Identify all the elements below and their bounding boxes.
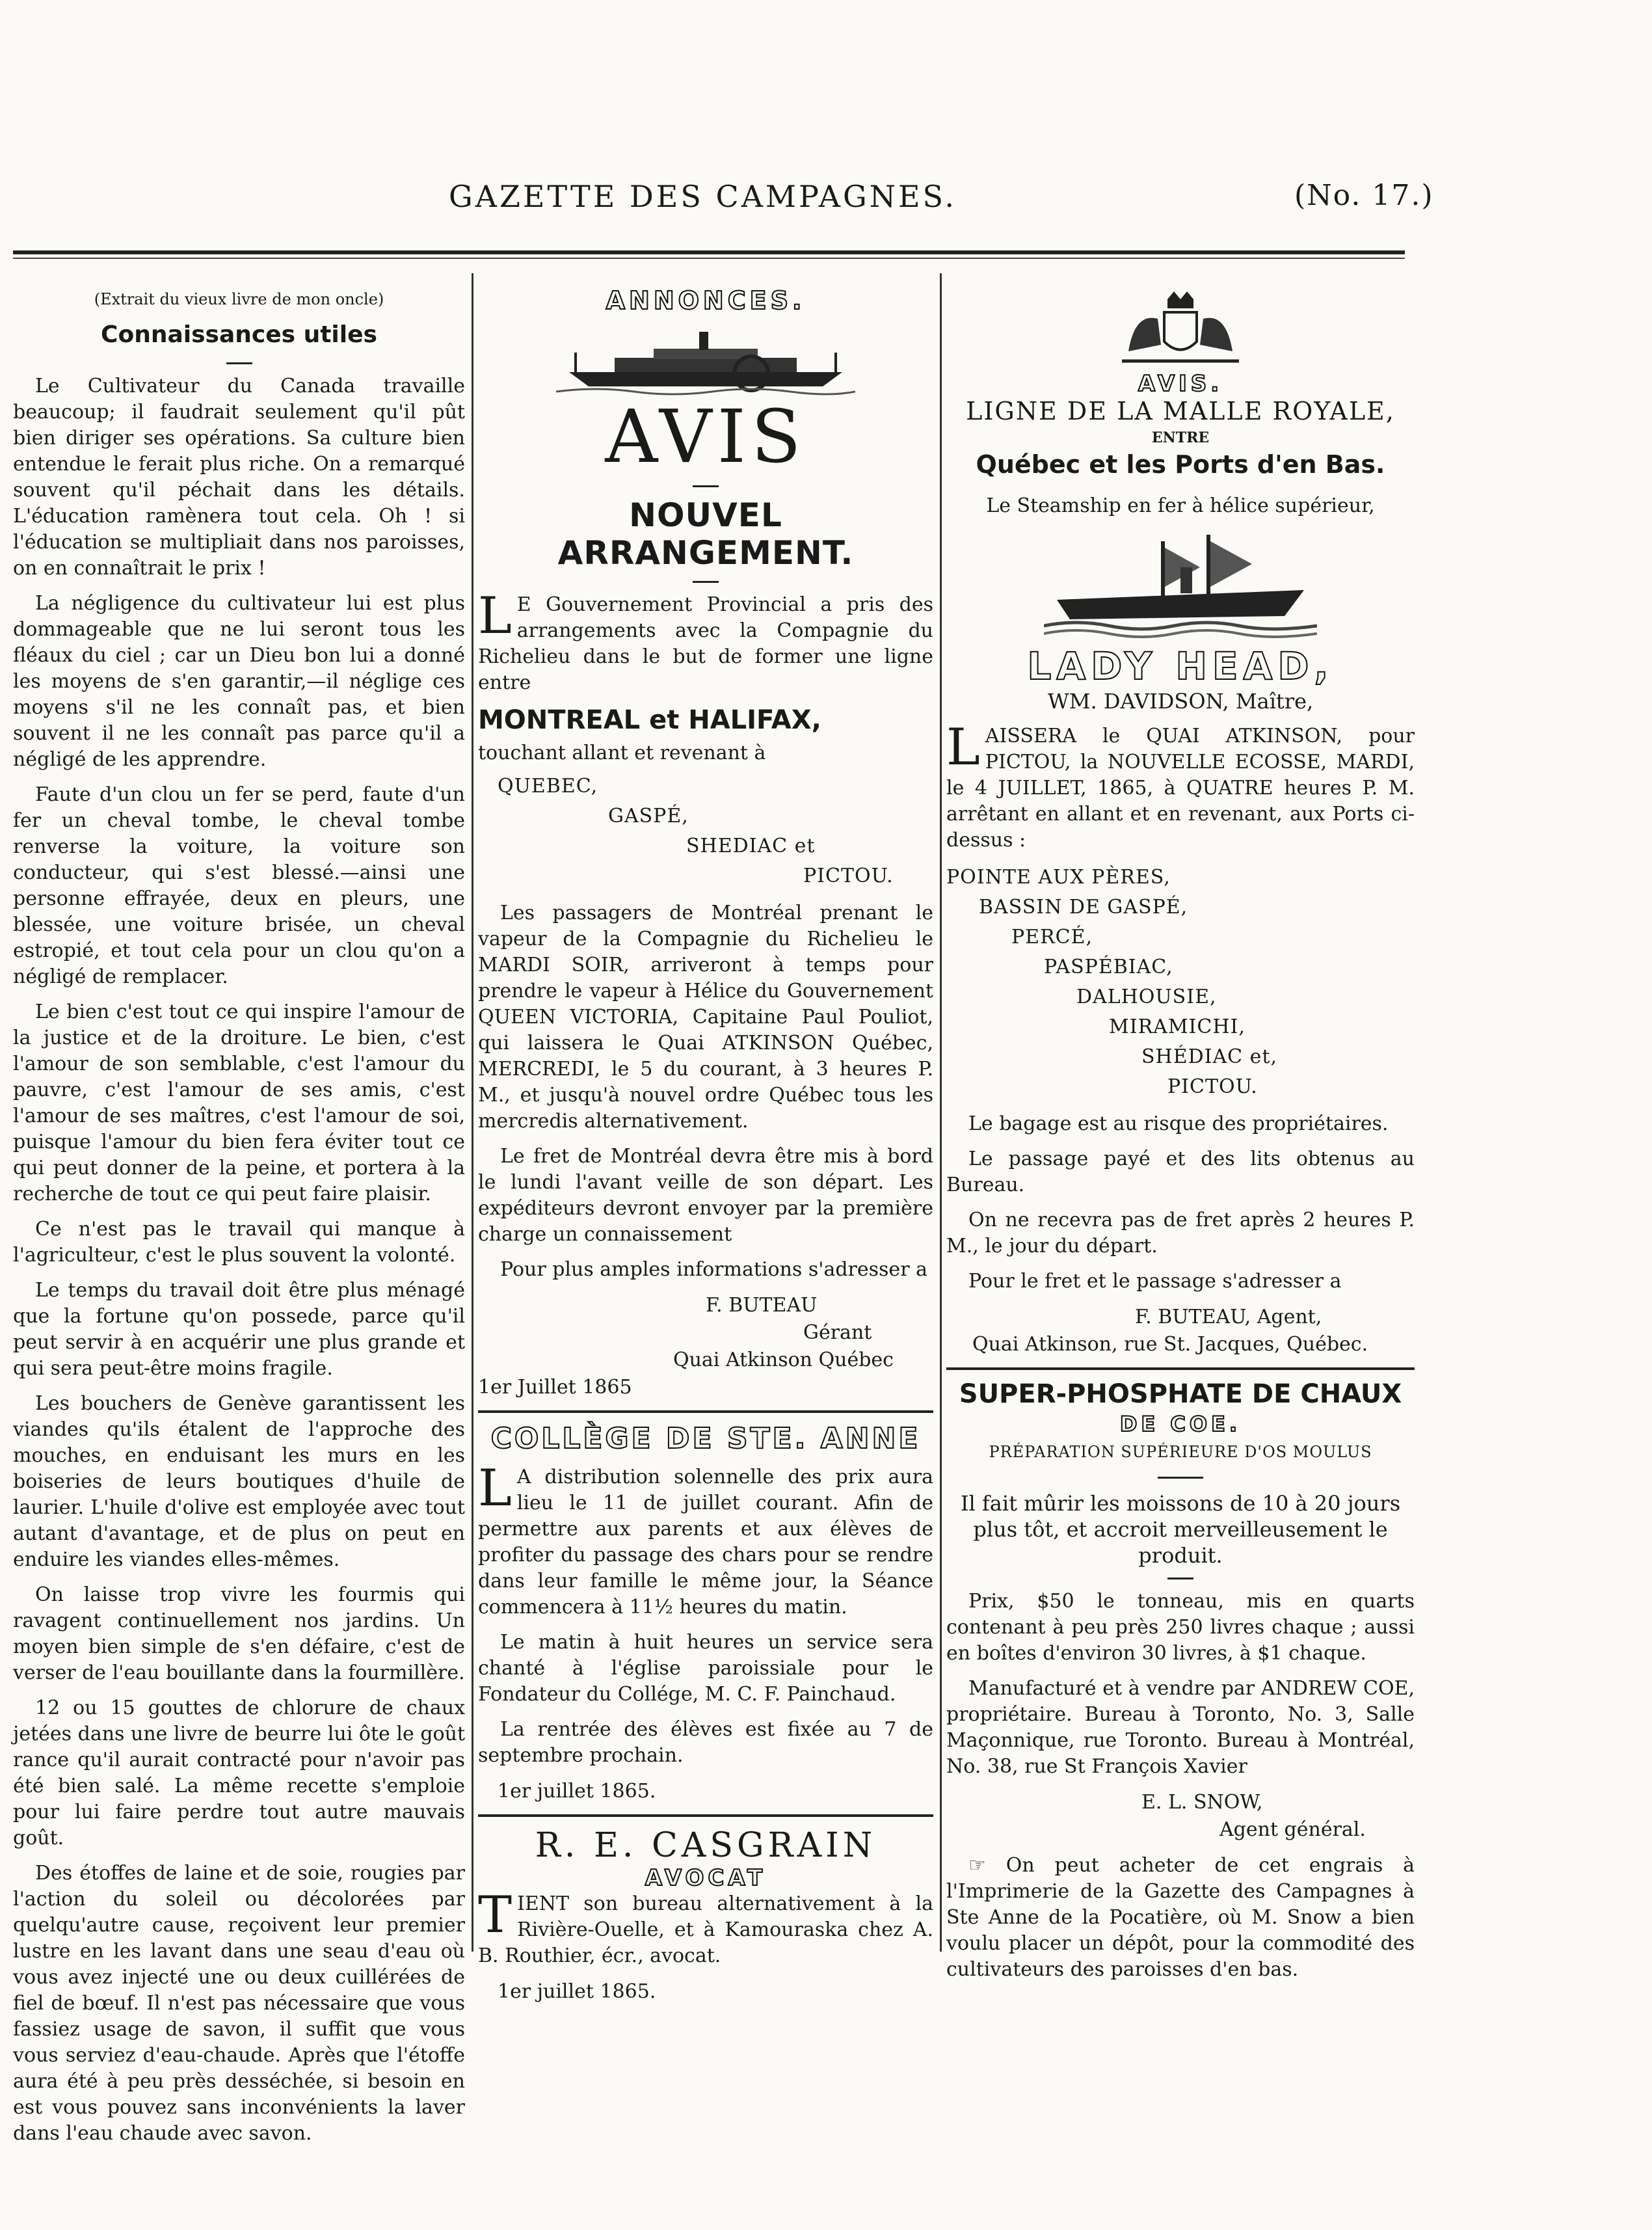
paragraph: Pour plus amples informations s'adresser a [500, 1258, 927, 1281]
paragraph: On ne recevra pas de fret après 2 heures P. M., le jour du départ. [946, 1209, 1415, 1257]
avocat-heading: AVOCAT [645, 1865, 767, 1891]
ligne-heading: LIGNE DE LA MALLE ROYALE, [966, 397, 1395, 425]
date-line: 1er juillet 1865. [498, 1980, 656, 2003]
annonces-heading: ANNONCES. [606, 286, 806, 315]
signature-title: Gérant [803, 1321, 872, 1344]
section-rule [478, 1814, 933, 1817]
paragraph: Faute d'un clou un fer se perd, faute d'un fer un cheval tombe, le cheval tombe renverse la voiture, la voiture son conducteur, qui s'est blessé.—ainsi une personne effrayée, deux en pleurs, une blessée, une voiture brisée, un cheval estropié, et tout cela pour un clou qu'on a négligé de remplacer. [13, 783, 465, 988]
paragraph: 12 ou 15 gouttes de chlorure de chaux jetées dans une livre de beurre lui ôte le goût rance qu'il aurait contracté pour n'avoir pas été bien salé. La même recette s'emploie pour lui faire perdre tout autre mauvais goût. [13, 1697, 465, 1849]
avis-heading: AVIS [605, 395, 806, 479]
lady-head-heading: LADY HEAD, [1027, 644, 1334, 688]
steamship-icon [1044, 528, 1317, 639]
newspaper-title: GAZETTE DES CAMPAGNES. [449, 179, 957, 214]
port-name: BASSIN DE GASPÉ, [979, 896, 1188, 919]
divider [1167, 1578, 1193, 1579]
port-name: MIRAMICHI, [1109, 1015, 1246, 1038]
college-heading: COLLÈGE DE STE. ANNE [490, 1422, 921, 1455]
paragraph: ☞ On peut acheter de cet engrais à l'Imprimerie de la Gazette des Campagnes à Ste Anne de la Pocatière, où M. Snow a bien voulu placer un dépôt, pour la commodité des cultivateurs des paroisses d'en bas. [946, 1854, 1415, 1981]
steamboat-icon [556, 327, 855, 398]
nouvel-arrangement-heading: NOUVEL ARRANGEMENT. [557, 496, 854, 572]
port-name: POINTE AUX PÈRES, [946, 866, 1171, 889]
section-title: Connaissances utiles [101, 321, 377, 348]
touchant-text: touchant allant et revenant à [478, 742, 766, 764]
date-line: 1er juillet 1865. [498, 1780, 656, 1803]
paragraph: Le passage payé et des lits obtenus au Bureau. [946, 1148, 1415, 1196]
divider [693, 581, 719, 583]
column-divider-2 [940, 273, 942, 1952]
super-phosphate-heading: SUPER-PHOSPHATE DE CHAUX [959, 1379, 1402, 1409]
place-name: PICTOU. [803, 865, 894, 887]
drop-cap: L [478, 1459, 512, 1518]
de-coe-heading: DE COE. [1119, 1412, 1242, 1436]
agent-name: E. L. SNOW, [1141, 1791, 1263, 1814]
column-connaissances [13, 286, 465, 2156]
paragraph: Des étoffes de laine et de soie, rougies par l'action du soleil ou décolorées par quelqu'autre cause, reçoivent leur premier lustre en les lavant dans une seau d'eau où vous avez injecté une ou deux cuillérées de fiel de bœuf. Il n'est pas nécessaire que vous fassiez usage de savon, il suffit que vous vous serviez d'eau-chaude. Après que l'étoffe aura été à peu près desséchée, si besoin en est vous pouvez sans inconvénients la laver dans l'eau chaude avec savon. [13, 1862, 465, 2145]
port-name: SHÉDIAC et, [1141, 1045, 1278, 1068]
royal-arms-icon [1102, 286, 1259, 371]
entre-label: ENTRE [1151, 429, 1210, 446]
port-name: PERCÉ, [1011, 926, 1093, 948]
paragraph: Les passagers de Montréal prenant le vapeur de la Compagnie du Richelieu le MARDI SOIR, arriveront à temps pour prendre le vapeur à Hélice du Gouvernement QUEEN VICTORIA, Capitaine Paul Pouliot, qui laissera le Quai ATKINSON Québec, MERCREDI, le 5 du courant, à 3 heures P. M., et jusqu'à nouvel ordre Québec tous les mercredis alternativement. [478, 902, 933, 1133]
port-name: PASPÉBIAC, [1044, 956, 1173, 978]
paragraph: Le matin à huit heures un service sera chanté à l'église paroissiale pour le Fondateur du Collége, M. C. F. Painchaud. [478, 1631, 933, 1706]
paragraph: Le temps du travail doit être plus ménagé que la fortune qu'on possede, parce qu'il peut servir à en acquérir une plus grande et qui sera peut-être moins fragile. [13, 1279, 465, 1380]
column-annonces [478, 286, 933, 2006]
section-rule [478, 1410, 933, 1413]
agent-name: F. BUTEAU, Agent, [1135, 1306, 1322, 1328]
college-text: A distribution solennelle des prix aura lieu le 11 de juillet courant. Afin de permettre aux parents et aux élèves de profiter du passage des chars pour se rendre dans leur famille le même jour, la Séance commencera à 11½ heures du matin. [478, 1466, 933, 1619]
casgrain-heading: R. E. CASGRAIN [535, 1826, 877, 1865]
column-divider-1 [472, 273, 473, 1952]
drop-cap: L [946, 718, 980, 777]
page-header [0, 179, 1652, 231]
paragraph: On laisse trop vivre les fourmis qui ravagent continuellement nos jardins. Un moyen bien simple de s'en défaire, c'est de verser de l'eau bouillante dans la fourmillère. [13, 1583, 465, 1684]
drop-cap: T [478, 1886, 513, 1944]
place-name: GASPÉ, [608, 805, 689, 827]
paragraph: Ce n'est pas le travail qui manque à l'agriculteur, c'est le plus souvent la volonté. [13, 1218, 465, 1267]
drop-cap: L [478, 587, 512, 645]
paragraph: Le Cultivateur du Canada travaille beaucoup; il faudrait seulement qu'il pût bien diriger ses opérations. Sa culture bien entendue le ferait plus riche. On a remarqué souvent qu'il péchait dans les détails. L'éducation ramènera tout cela. Oh ! si l'éducation se multipliait dans nos paroisses, on en connaîtrait le prix ! [13, 375, 465, 580]
lady-head-text: AISSERA le QUAI ATKINSON, pour PICTOU, la NOUVELLE ECOSSE, MARDI, le 4 JUILLET, 1865, à QUATRE heures P. M. arrêtant en allant et en revenant, aux Ports ci-dessus : [946, 725, 1415, 852]
paragraph: Manufacturé et à vendre par ANDREW COE, propriétaire. Bureau à Toronto, No. 3, Salle Maçonnique, rue Toronto. Bureau à Montréal, No. 38, rue St François Xavier [946, 1677, 1415, 1778]
paragraph: La négligence du cultivateur lui est plus dommageable que ne lui seront tous les fléaux du ciel ; car un Dieu bon lui a donné les moyens de s'en garantir,—il néglige ces moyens s'il ne les connaît pas, et bien souvent il ne les connaît pas parce qu'il a négligé de les apprendre. [13, 592, 465, 771]
agent-address: Quai Atkinson, rue St. Jacques, Québec. [972, 1333, 1368, 1356]
place-name: SHEDIAC et [686, 835, 816, 857]
place-name: QUEBEC, [498, 775, 598, 798]
preparation-label: PRÉPARATION SUPÉRIEURE D'OS MOULUS [989, 1443, 1372, 1461]
avis-heading-2: AVIS. [1138, 371, 1223, 397]
signature-address: Quai Atkinson Québec [673, 1349, 894, 1371]
issue-number: (No. 17.) [1294, 179, 1434, 212]
source-note: (Extrait du vieux livre de mon oncle) [94, 290, 384, 308]
port-name: DALHOUSIE, [1076, 986, 1217, 1008]
steamship-text: Le Steamship en fer à hélice supérieur, [986, 494, 1375, 517]
paragraph: Les bouchers de Genève garantissent les viandes qu'ils étalent de l'approche des mouches, en enduisant les murs en les boiseries de leurs boutiques d'huile de laurier. L'huile d'olive est employée avec tout autant d'avantage, et de plus on peut en enduire les viandes elles-mêmes. [13, 1392, 465, 1571]
master-name: WM. DAVIDSON, Maître, [1047, 689, 1314, 714]
casgrain-text: IENT son bureau alternativement à la Rivière-Ouelle, et à Kamouraska chez A. B. Routhier, écr., avocat. [478, 1892, 933, 1967]
route-heading-2: Québec et les Ports d'en Bas. [976, 450, 1385, 479]
port-name: PICTOU. [1167, 1075, 1258, 1098]
agent-title: Agent général. [1219, 1818, 1366, 1841]
paragraph: La rentrée des élèves est fixée au 7 de septembre prochain. [478, 1718, 933, 1767]
date-line: 1er Juillet 1865 [478, 1376, 632, 1399]
growth-claim: Il fait mûrir les moissons de 10 à 20 jours plus tôt, et accroit merveilleusement le produit. [960, 1491, 1401, 1568]
paragraph: Le bagage est au risque des propriétaires. [968, 1112, 1389, 1135]
header-rule [13, 250, 1405, 254]
signature-name: F. BUTEAU [706, 1294, 818, 1317]
paragraph: Prix, $50 le tonneau, mis en quarts contenant à peu près 250 livres chaque ; aussi en boîtes d'environ 30 livres, à $1 chaque. [946, 1590, 1415, 1665]
paragraph: Le bien c'est tout ce qui inspire l'amour de la justice et de la droiture. Le bien, c'est l'amour de son semblable, c'est l'amour du pauvre, c'est l'amour de ses amis, c'est l'amour de ses maîtres, c'est l'amour de soi, puisque l'amour du bien fera éviter tout ce qui peut donner de la peine, et portera à la recherche de tout ce qui peut faire plaisir. [13, 1001, 465, 1205]
intro-text: E Gouvernement Provincial a pris des arrangements avec la Compagnie du Richelieu dans le but de former une ligne entre [478, 593, 933, 694]
paragraph: Pour le fret et le passage s'adresser a [968, 1270, 1342, 1293]
route-heading: MONTREAL et HALIFAX, [478, 705, 821, 735]
section-rule [946, 1367, 1415, 1370]
header-rule-thin [13, 258, 1405, 259]
divider [1158, 1477, 1203, 1479]
paragraph: Le fret de Montréal devra être mis à bord le lundi l'avant veille de son départ. Les expéditeurs devront envoyer par la première charge un connaissement [478, 1145, 933, 1246]
divider [226, 362, 252, 364]
divider [693, 485, 719, 487]
column-malle-royale [946, 286, 1415, 1992]
